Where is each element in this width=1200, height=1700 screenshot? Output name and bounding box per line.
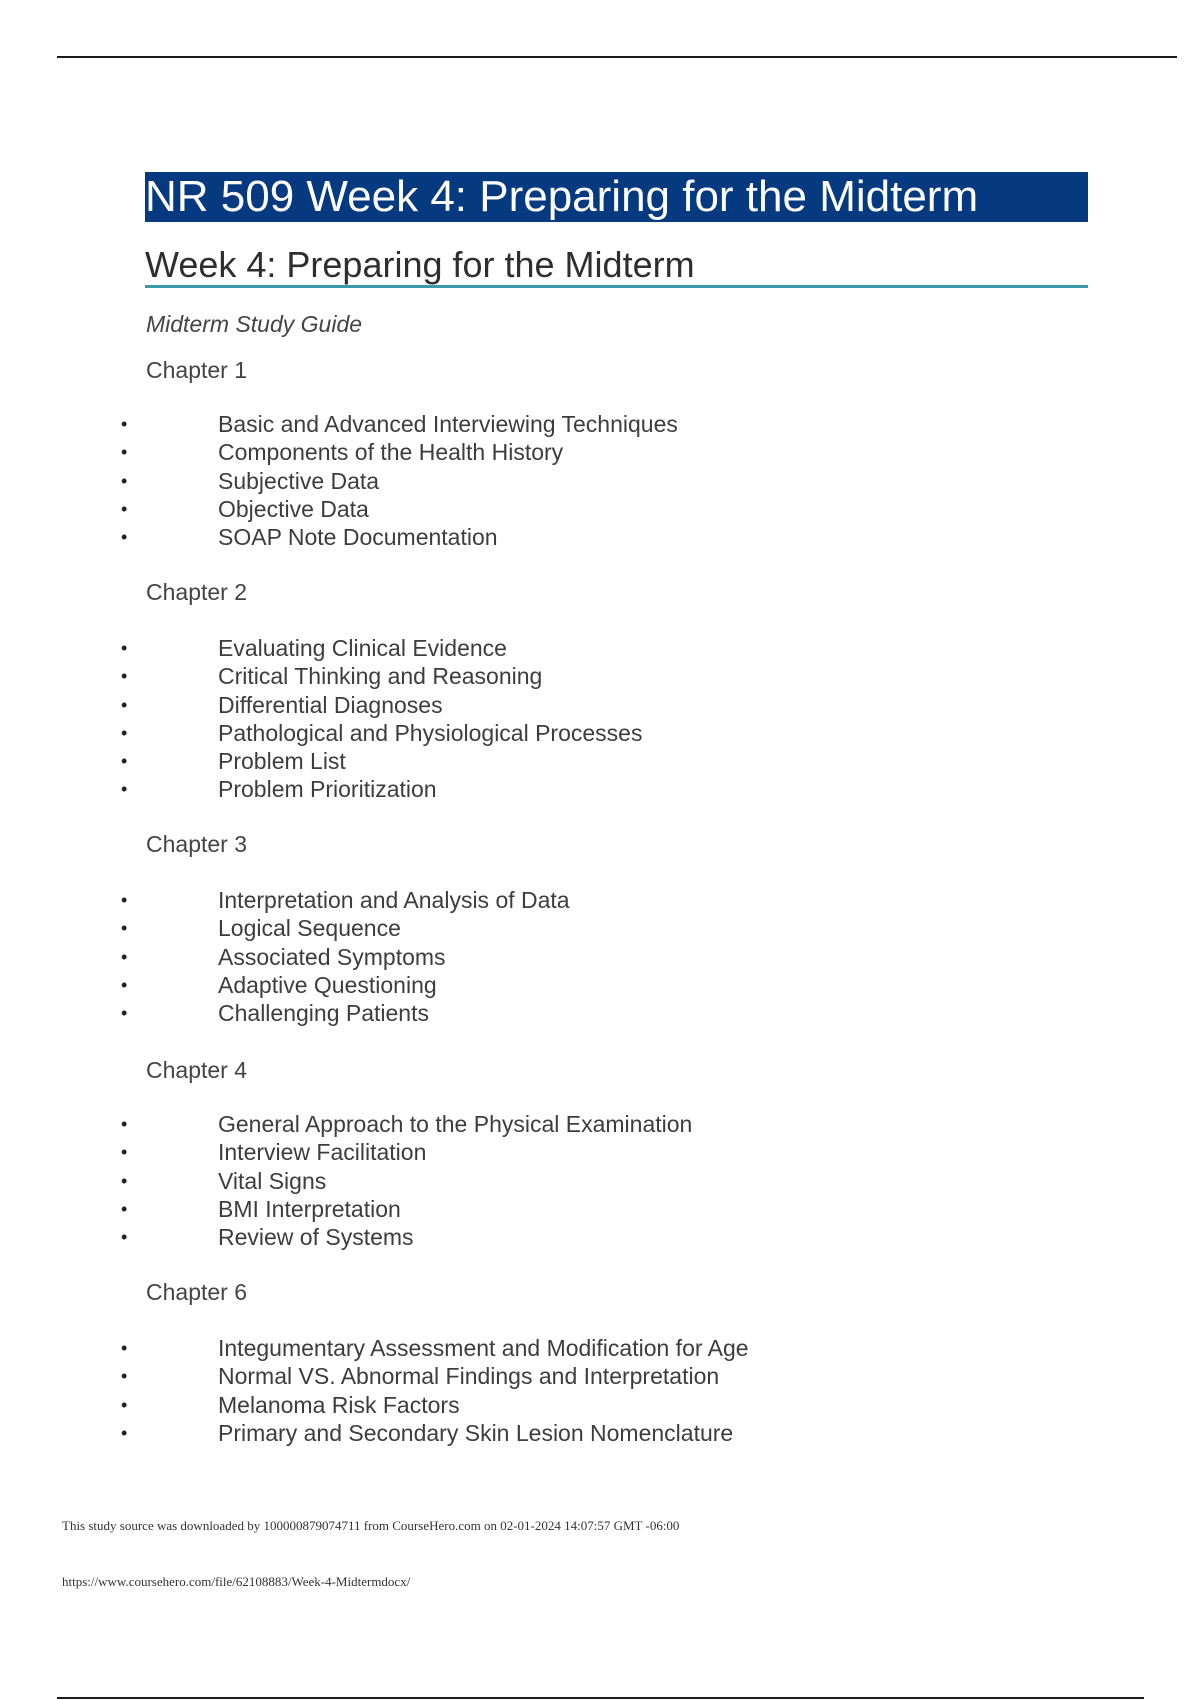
section-heading: Week 4: Preparing for the Midterm xyxy=(145,247,1088,288)
bullet-icon: • xyxy=(121,779,128,800)
list-item-text: Objective Data xyxy=(218,495,369,522)
list-item xyxy=(118,1167,1018,1195)
chapter-6-heading: Chapter 6 xyxy=(146,1279,248,1305)
chapter-2-topic-list xyxy=(118,634,1018,804)
list-item xyxy=(118,1362,1018,1390)
list-item xyxy=(118,747,1018,775)
list-item-text: Evaluating Clinical Evidence xyxy=(218,635,507,661)
list-item-text: Vital Signs xyxy=(218,1167,327,1194)
bullet-icon: • xyxy=(121,1170,128,1191)
list-item-text: Components of the Health History xyxy=(218,439,564,466)
chapter-3-heading: Chapter 3 xyxy=(146,831,248,857)
bullet-icon: • xyxy=(121,498,128,519)
bullet-icon: • xyxy=(121,1142,128,1163)
list-item-text: Integumentary Assessment and Modification for Age xyxy=(218,1335,749,1361)
bottom-rule xyxy=(57,1697,1144,1699)
list-item-text: Basic and Advanced Interviewing Techniques xyxy=(218,411,678,437)
document-title-banner: NR 509 Week 4: Preparing for the Midterm xyxy=(145,172,1088,222)
list-item-text: Primary and Secondary Skin Lesion Nomenclature xyxy=(218,1419,734,1446)
list-item xyxy=(118,943,1018,971)
list-item-text: Normal VS. Abnormal Findings and Interpretation xyxy=(218,1363,720,1390)
list-item-text: Adaptive Questioning xyxy=(218,971,437,998)
bullet-icon: • xyxy=(121,470,128,491)
list-item-text: Challenging Patients xyxy=(218,1000,429,1027)
list-item xyxy=(118,1223,1018,1251)
top-rule xyxy=(57,56,1177,58)
list-item xyxy=(118,1419,1018,1447)
list-item-text: SOAP Note Documentation xyxy=(218,524,498,551)
list-item xyxy=(118,1110,1018,1138)
list-item xyxy=(118,467,1018,495)
list-item-text: Subjective Data xyxy=(218,467,380,494)
bullet-icon: • xyxy=(121,1114,128,1134)
list-item xyxy=(118,523,1018,551)
list-item-text: Problem List xyxy=(218,748,346,775)
list-item xyxy=(118,775,1018,803)
list-item-text: Pathological and Physiological Processes xyxy=(218,719,643,746)
download-source-note: This study source was downloaded by 100000879074711 from CourseHero.com on 02-01-2024 14:07:57 GMT -06:00 xyxy=(62,1518,680,1533)
list-item-text: Melanoma Risk Factors xyxy=(218,1391,460,1418)
chapter-4-topic-list xyxy=(118,1110,1018,1251)
list-item xyxy=(118,999,1018,1027)
list-item xyxy=(118,1391,1018,1419)
chapter-2-heading: Chapter 2 xyxy=(146,579,248,605)
list-item-text: Critical Thinking and Reasoning xyxy=(218,663,543,690)
source-url[interactable]: https://www.coursehero.com/file/62108883/Week-4-Midtermdocx/ xyxy=(62,1574,411,1589)
list-item xyxy=(118,634,1018,662)
list-item-text: Interpretation and Analysis of Data xyxy=(218,887,570,913)
list-item-text: Review of Systems xyxy=(218,1224,414,1251)
list-item xyxy=(118,1138,1018,1166)
bullet-icon: • xyxy=(121,527,128,548)
bullet-icon: • xyxy=(121,890,128,910)
bullet-icon: • xyxy=(121,1198,128,1219)
bullet-icon: • xyxy=(121,918,128,939)
bullet-icon: • xyxy=(121,1366,128,1387)
list-item-text: Logical Sequence xyxy=(218,915,401,942)
bullet-icon: • xyxy=(121,1003,128,1024)
list-item xyxy=(118,691,1018,719)
list-item-text: BMI Interpretation xyxy=(218,1195,401,1222)
list-item-text: General Approach to the Physical Examination xyxy=(218,1111,693,1137)
chapter-3-topic-list xyxy=(118,886,1018,1027)
bullet-icon: • xyxy=(121,974,128,995)
chapter-1-heading: Chapter 1 xyxy=(146,357,248,383)
bullet-icon: • xyxy=(121,1338,128,1358)
bullet-icon: • xyxy=(121,442,128,463)
list-item-text: Differential Diagnoses xyxy=(218,691,443,718)
bullet-icon: • xyxy=(121,722,128,743)
bullet-icon: • xyxy=(121,638,128,658)
bullet-icon: • xyxy=(121,1227,128,1248)
bullet-icon: • xyxy=(121,1394,128,1415)
list-item xyxy=(118,914,1018,942)
list-item xyxy=(118,971,1018,999)
list-item xyxy=(118,410,1018,438)
bullet-icon: • xyxy=(121,666,128,687)
list-item xyxy=(118,1334,1018,1362)
list-item xyxy=(118,495,1018,523)
list-item xyxy=(118,719,1018,747)
bullet-icon: • xyxy=(121,414,128,434)
bullet-icon: • xyxy=(121,751,128,772)
list-item xyxy=(118,1195,1018,1223)
list-item xyxy=(118,886,1018,914)
list-item-text: Interview Facilitation xyxy=(218,1139,427,1166)
bullet-icon: • xyxy=(121,694,128,715)
chapter-1-topic-list xyxy=(118,410,1018,551)
chapter-4-heading: Chapter 4 xyxy=(146,1057,248,1083)
list-item xyxy=(118,438,1018,466)
list-item-text: Associated Symptoms xyxy=(218,943,446,970)
list-item-text: Problem Prioritization xyxy=(218,776,437,803)
study-guide-label: Midterm Study Guide xyxy=(146,311,363,337)
bullet-icon: • xyxy=(121,1422,128,1443)
chapter-6-topic-list xyxy=(118,1334,1018,1447)
bullet-icon: • xyxy=(121,946,128,967)
list-item xyxy=(118,662,1018,690)
